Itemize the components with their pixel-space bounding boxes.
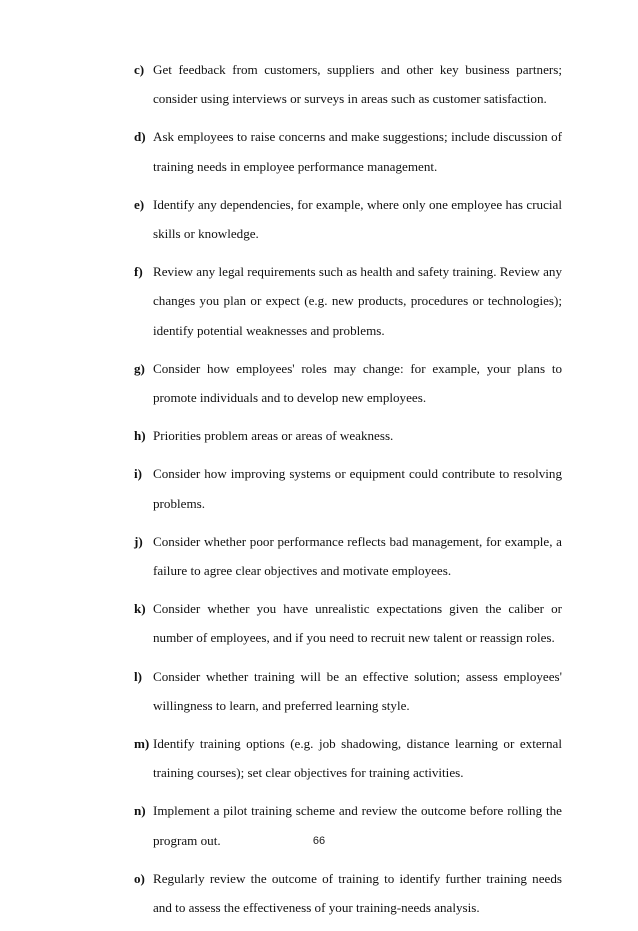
list-item-marker: m) (134, 736, 150, 752)
list-item (134, 421, 562, 450)
list-item-marker: j) (134, 533, 143, 549)
list-item (134, 729, 562, 787)
list-item-marker: i) (134, 466, 142, 482)
list-item-text: Consider how improving systems or equipment could contribute to resolving problems. (153, 466, 562, 511)
list-item-marker: d) (134, 129, 146, 145)
list-item-text: Regularly review the outcome of training to identify further training needs and to assess the effectiveness of your training-needs analysis. (153, 870, 562, 916)
list-item-text: Consider whether training will be an effective solution; assess employees' willingness to learn, and preferred learning style. (153, 668, 562, 713)
list-item-text: Identify training options (e.g. job shadowing, distance learning or external training courses); set clear objectives for training activities. (153, 736, 562, 781)
list-item-text: Get feedback from customers, suppliers and other key business partners; consider using interviews or surveys in areas such as customer satisfaction. (153, 62, 562, 107)
list-item-text: Implement a pilot training scheme and review the outcome before rolling the program out. (153, 803, 562, 848)
list-item-marker: l) (134, 668, 142, 684)
list-item-text: Consider whether poor performance reflects bad management, for example, a failure to agree clear objectives and motivate employees. (153, 533, 562, 579)
training-needs-list (134, 55, 562, 931)
list-item-marker: c) (134, 62, 145, 77)
list-item-text: Consider whether you have unrealistic expectations given the caliber or number of employees, and if you need to recruit new talent or reassign roles. (153, 601, 562, 646)
list-item-marker: k) (134, 601, 146, 617)
list-item (134, 527, 562, 585)
list-item-marker: h) (134, 428, 146, 444)
list-item (134, 354, 562, 412)
list-item (134, 594, 562, 652)
list-item-marker: o) (134, 870, 145, 886)
list-item (134, 190, 562, 248)
list-item-text: Identify any dependencies, for example, where only one employee has crucial skills or knowledge. (153, 196, 562, 242)
list-item-text: Priorities problem areas or areas of weakness. (153, 428, 394, 444)
list-item-text: Review any legal requirements such as health and safety training. Review any changes you plan or expect (e.g. new products, procedures or technologies); identify potential weaknesses and problems. (153, 264, 562, 338)
list-item (134, 459, 562, 517)
list-item-marker: e) (134, 196, 145, 212)
list-item-marker: f) (134, 264, 143, 280)
list-item (134, 55, 562, 113)
list-item (134, 122, 562, 180)
list-item-marker: g) (134, 360, 145, 376)
list-item-marker: n) (134, 803, 146, 819)
list-item (134, 662, 562, 720)
list-item (134, 257, 562, 345)
list-item (134, 864, 562, 922)
page-number: 66 (312, 835, 326, 847)
list-item-text: Consider how employees' roles may change: for example, your plans to promote individuals and to develop new employees. (153, 360, 562, 406)
list-item-text: Ask employees to raise concerns and make suggestions; include discussion of training needs in employee performance management. (153, 129, 562, 174)
